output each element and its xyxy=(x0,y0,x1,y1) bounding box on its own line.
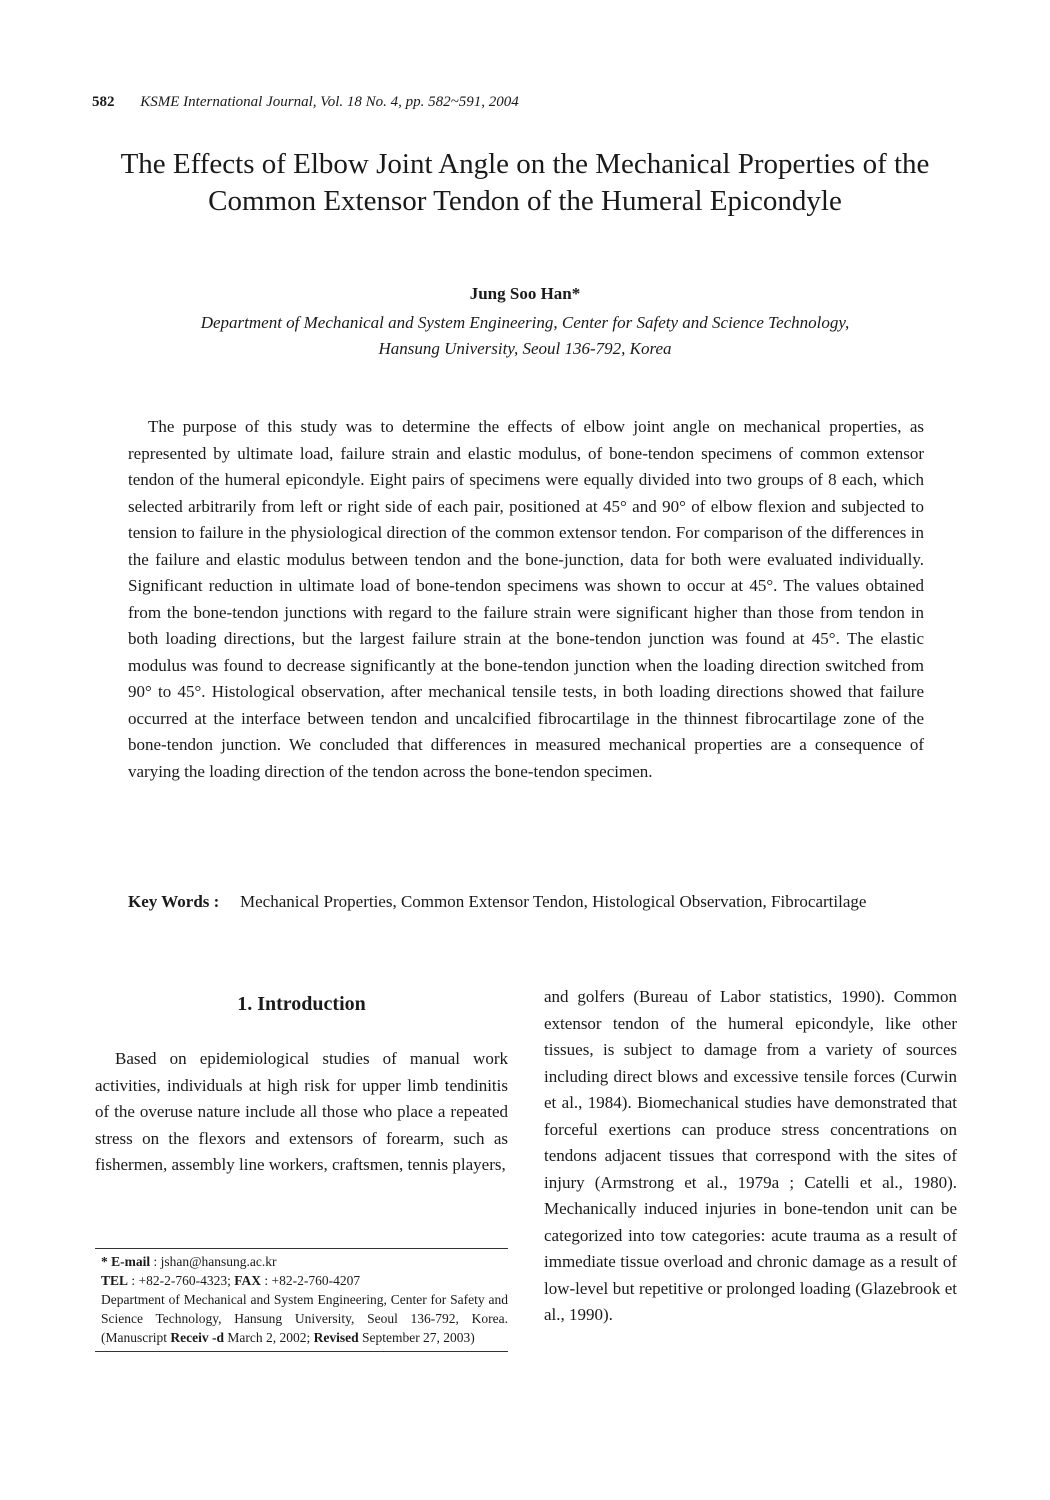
introduction-paragraph-right: and golfers (Bureau of Labor statistics, 1990). Common extensor tendon of the humeral epicondyle, like other tissues, is subject to damage from a variety of sources including direct blows and excessive tensile forces (Curwin et al., 1984). Biomechanical studies have demonstrated that forceful exertions can produce stress concentrations on tendons adjacent tissues that correspond with the sites of injury (Armstrong et al., 1979a ; Catelli et al., 1980). Mechanically induced injuries in bone-tendon unit can be categorized into tow categories: acute trauma as a result of immediate tissue overload and chronic damage as a result of low-level but repetitive or prolonged loading (Glazebrook et al., 1990). xyxy=(544,987,957,1324)
revised-value: September 27, 2003) xyxy=(358,1330,475,1345)
fax-label: FAX xyxy=(234,1273,261,1288)
journal-citation: KSME International Journal, Vol. 18 No. 4, pp. 582~591, 2004 xyxy=(140,94,519,110)
footnote-address xyxy=(95,1290,508,1347)
author-name: Jung Soo Han* xyxy=(469,284,581,303)
page-number: 582 xyxy=(92,94,115,110)
running-head xyxy=(92,94,519,111)
keywords-text: Mechanical Properties, Common Extensor Tendon, Histological Observation, Fibrocartilage xyxy=(240,892,867,911)
address-text: Department of Mechanical and System Engineering, Center for Safety and Science Technology, Hansung University, Seoul 136-792, Korea. (Manuscript xyxy=(101,1292,508,1345)
keywords xyxy=(128,888,924,915)
author-footnote xyxy=(95,1248,508,1352)
received-value: March 2, 2002; xyxy=(223,1330,314,1345)
email-label: * E-mail xyxy=(101,1254,151,1269)
email-value: : jshan@hansung.ac.kr xyxy=(150,1254,277,1269)
revised-label: Revised xyxy=(313,1330,359,1345)
keywords-label: Key Words : xyxy=(128,892,220,911)
footnote-rule-bottom xyxy=(95,1351,508,1352)
fax-value: : +82-2-760-4207 xyxy=(261,1273,361,1288)
footnote-phone xyxy=(95,1271,508,1290)
footnote-email xyxy=(95,1252,508,1271)
affiliation-line-2: Hansung University, Seoul 136-792, Korea xyxy=(378,339,672,358)
section-heading-introduction: 1. Introduction xyxy=(237,993,366,1015)
article-title: The Effects of Elbow Joint Angle on the Mechanical Properties of the Common Extensor Tendon of the Humeral Epicondyle xyxy=(120,148,930,217)
tel-value: : +82-2-760-4323; xyxy=(128,1273,235,1288)
author-affiliation xyxy=(90,310,960,362)
introduction-paragraph-left: Based on epidemiological studies of manual work activities, individuals at high risk for upper limb tendinitis of the overuse nature include all those who place a repeated stress on the flexors and extensors of forearm, such as fishermen, assembly line workers, craftsmen, tennis players, xyxy=(95,1049,508,1174)
received-label: Receiv -d xyxy=(170,1330,224,1345)
footnote-rule-top xyxy=(95,1248,508,1249)
tel-label: TEL xyxy=(101,1273,129,1288)
affiliation-line-1: Department of Mechanical and System Engineering, Center for Safety and Science Technology, xyxy=(200,313,850,332)
abstract: The purpose of this study was to determine the effects of elbow joint angle on mechanical properties, as represented by ultimate load, failure strain and elastic modulus, of bone-tendon specimens of common extensor tendon of the humeral epicondyle. Eight pairs of specimens were equally divided into two groups of 8 each, which selected arbitrarily from left or right side of each pair, positioned at 45° and 90° of elbow flexion and subjected to tension to failure in the physiological direction of the common extensor tendon. For comparison of the differences in the failure and elastic modulus between tendon and the bone-junction, data for both were evaluated individually. Significant reduction in ultimate load of bone-tendon specimens was shown to occur at 45°. The values obtained from the bone-tendon junctions with regard to the failure strain were significant higher than those from tendon in both loading directions, but the largest failure strain at the bone-tendon junction was found at 45°. The elastic modulus was found to decrease significantly at the bone-tendon junction when the loading direction switched from 90° to 45°. Histological observation, after mechanical tensile tests, in both loading directions showed that failure occurred at the interface between tendon and uncalcified fibrocartilage in the thinnest fibrocartilage zone of the bone-tendon junction. We concluded that differences in measured mechanical properties are a consequence of varying the loading direction of the tendon across the bone-tendon specimen. xyxy=(128,417,924,781)
